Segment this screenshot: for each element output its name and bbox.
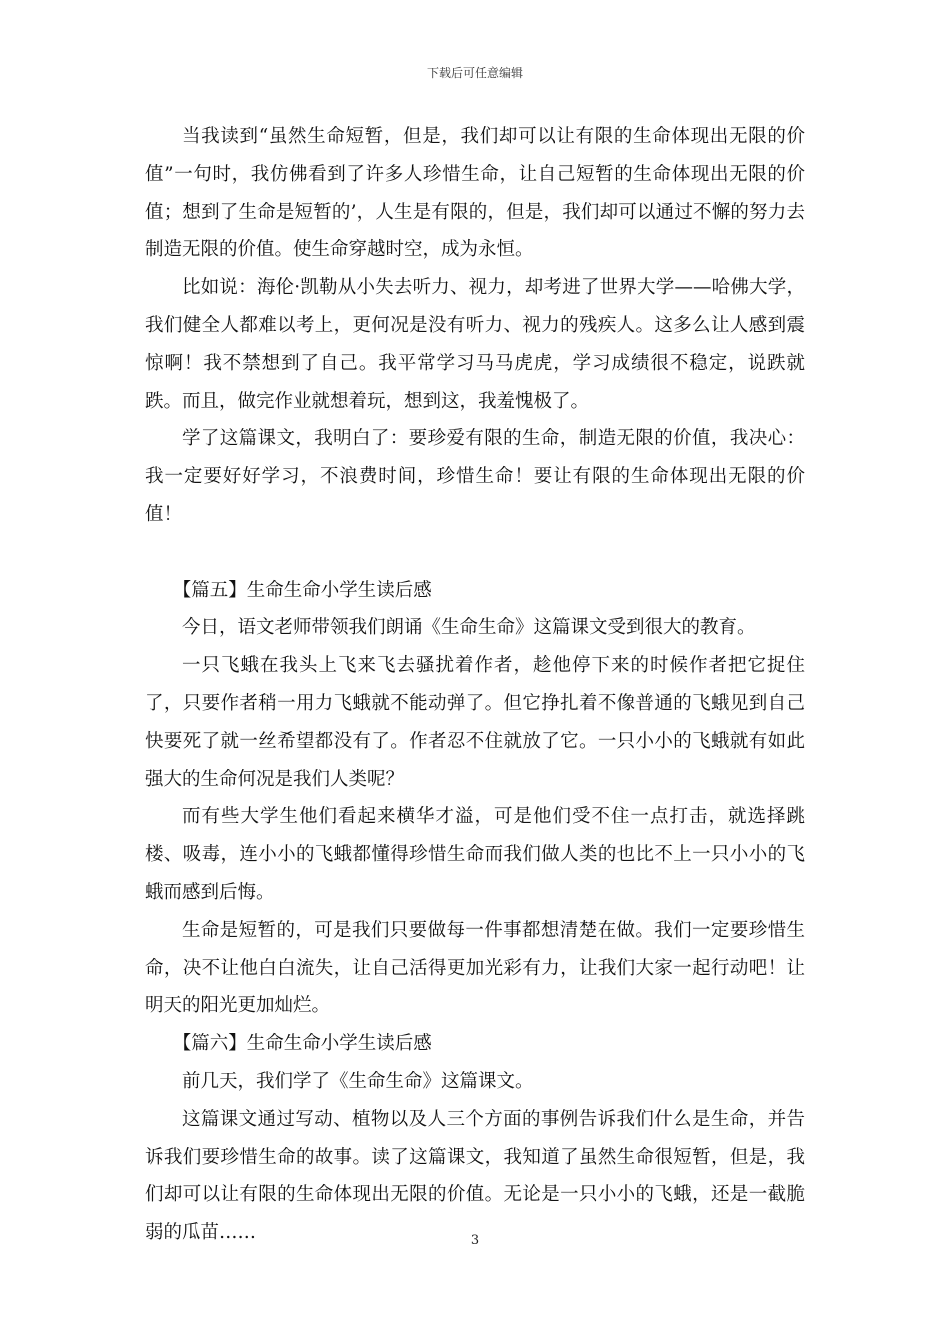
document-body: [145, 118, 805, 1252]
section-heading-5: 【篇五】生命生命小学生读后感: [172, 579, 432, 601]
paragraph-6: 而有些大学生他们看起来横华才溢，可是他们受不住一点打击，就选择跳楼、吸毒，连小小的飞蛾都懂得珍惜生命而我们做人类的也比不上一只小小的飞蛾而感到后悔。: [145, 806, 805, 903]
page-number: 3: [470, 1233, 480, 1248]
paragraph-7: 生命是短暂的，可是我们只要做每一件事都想清楚在做。我们一定要珍惜生命，决不让他白白流失，让自己活得更加光彩有力，让我们大家一起行动吧！让明天的阳光更加灿烂。: [145, 919, 805, 1017]
paragraph-4: 今日，语文老师带领我们朗诵《生命生命》这篇课文受到很大的教育。: [182, 617, 756, 639]
paragraph-8: 前几天，我们学了《生命生命》这篇课文。: [182, 1070, 534, 1092]
blank-line: [145, 534, 805, 572]
section-heading-6: 【篇六】生命生命小学生读后感: [172, 1033, 432, 1055]
paragraph-2: 比如说：海伦·凯勒从小失去听力、视力，却考进了世界大学——哈佛大学，我们健全人都难以考上，更何况是没有听力、视力的残疾人。这多么让人感到震惊啊！我不禁想到了自己。我平常学习马马虎虎，学习成绩很不稳定，说跌就跌。而且，做完作业就想着玩，想到这，我羞愧极了。: [145, 277, 805, 412]
paragraph-5: 一只飞蛾在我头上飞来飞去骚扰着作者，趁他停下来的时候作者把它捉住了，只要作者稍一用力飞蛾就不能动弹了。但它挣扎着不像普通的飞蛾见到自己快要死了就一丝希望都没有了。作者忍不住就放了它。一只小小的飞蛾就有如此强大的生命何况是我们人类呢？: [145, 655, 805, 790]
paragraph-3: 学了这篇课文，我明白了：要珍爱有限的生命，制造无限的价值，我决心：我一定要好好学习，不浪费时间，珍惜生命！要让有限的生命体现出无限的价值！: [145, 428, 805, 525]
paragraph-1: 当我读到“虽然生命短暂，但是，我们却可以让有限的生命体现出无限的价值”一句时，我仿佛看到了许多人珍惜生命，让自己短暂的生命体现出无限的价值；想到了生命是短暂的’，人生是有限的，但是，我们却可以通过不懈的努力去制造无限的价值。使生命穿越时空，成为永恒。: [145, 126, 805, 261]
page-header: 下载后可任意编辑: [426, 66, 523, 80]
paragraph-9: 这篇课文通过写动、植物以及人三个方面的事例告诉我们什么是生命，并告诉我们要珍惜生命的故事。读了这篇课文，我知道了虽然生命很短暂，但是，我们却可以让有限的生命体现出无限的价值。无论是一只小小的飞蛾，还是一截脆弱的瓜苗……: [145, 1108, 805, 1244]
